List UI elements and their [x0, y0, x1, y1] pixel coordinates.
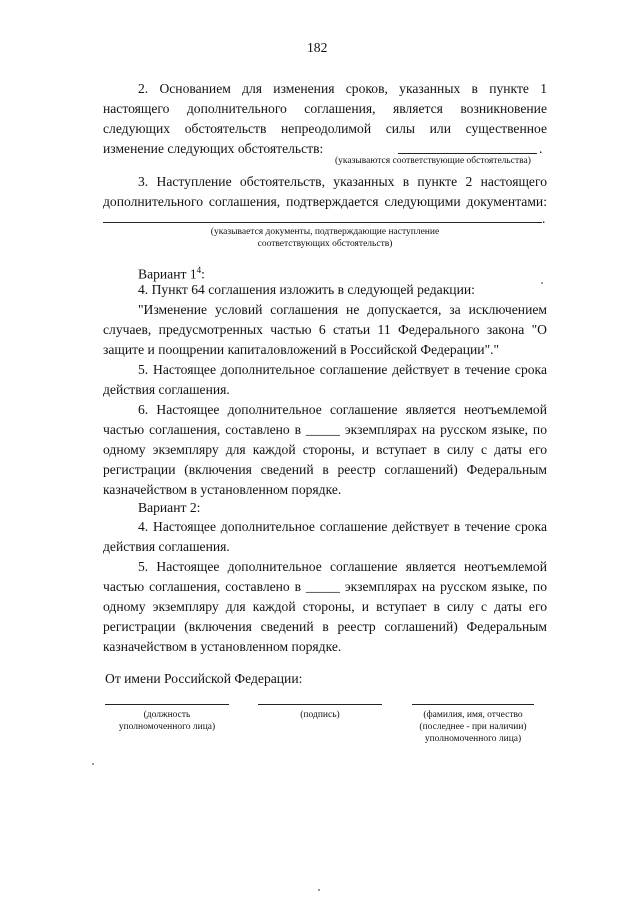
scan-speck	[541, 282, 543, 284]
clause2-line4: изменение следующих обстоятельств:	[103, 141, 324, 156]
scan-speck	[318, 889, 320, 891]
signature-caption: (подпись)	[300, 710, 340, 720]
position-caption-1: (должность	[143, 710, 191, 720]
variant1-item4: 4. Пункт 64 соглашения изложить в следующей редакции:	[138, 282, 475, 297]
variant2-body	[103, 517, 547, 657]
clause3-note-line2: соответствующих обстоятельств)	[257, 239, 393, 249]
variant2-item4: 4. Настоящее дополнительное соглашение действует в течение срока действия соглашения.	[103, 519, 547, 554]
clause3-line1: 3. Наступление обстоятельств, указанных в пункте 2 настоящего	[138, 174, 547, 189]
variant1-quote: "Изменение условий соглашения не допускается, за исключением случаев, предусмотренных частью 6 статьи 11 Федерального закона "О защите и поощрении капиталовложений в Российской Федерации"."	[103, 302, 547, 357]
signature-heading: От имени Российской Федерации:	[105, 671, 303, 686]
name-caption-3: уполномоченного лица)	[424, 734, 522, 744]
variant1-footnote-mark: 4	[196, 265, 202, 275]
clause3-line2: дополнительного соглашения, подтверждается следующими документами:	[103, 194, 547, 209]
clause3-line3-end: .	[542, 211, 546, 226]
position-line	[105, 704, 229, 705]
clause2-fill-line	[398, 153, 537, 154]
clause2-line2: настоящего дополнительного соглашения, является возникновение	[103, 101, 547, 116]
signature-line	[258, 704, 382, 705]
variant1-title-text: Вариант 1	[138, 266, 197, 282]
name-caption-1: (фамилия, имя, отчество	[423, 710, 523, 720]
clause2-note: (указываются соответствующие обстоятельства)	[335, 156, 531, 166]
variant1-item6: 6. Настоящее дополнительное соглашение является неотъемлемой частью соглашения, составлено в _____ экземплярах на русском языке, по одному экземпляру для каждой стороны, и вступает в силу с даты его регистрации (включения сведений в реестр соглашений) Федеральным казначейством в установленном порядке.	[103, 402, 547, 497]
clause2-line4-end: .	[539, 141, 543, 156]
clause3-fill-line	[103, 222, 542, 223]
page-number: 182	[307, 40, 328, 55]
name-line	[412, 704, 534, 705]
scan-speck	[92, 763, 94, 765]
variant1-item5: 5. Настоящее дополнительное соглашение действует в течение срока действия соглашения.	[103, 362, 547, 397]
variant1-body	[103, 280, 547, 500]
position-caption-2: уполномоченного лица)	[118, 722, 216, 732]
clause2-line1: 2. Основанием для изменения сроков, указанных в пункте 1	[138, 81, 547, 96]
clause2-line3: следующих обстоятельств непреодолимой силы или существенное	[103, 121, 547, 136]
variant2-item5: 5. Настоящее дополнительное соглашение является неотъемлемой частью соглашения, составлено в _____ экземплярах на русском языке, по одному экземпляру для каждой стороны, и вступает в силу с даты его регистрации (включения сведений в реестр соглашений) Федеральным казначейством в установленном порядке.	[103, 559, 547, 654]
variant1-title-colon: :	[201, 266, 205, 282]
name-caption-2: (последнее - при наличии)	[419, 722, 527, 732]
variant2-title: Вариант 2:	[138, 500, 201, 515]
clause3-note-line1: (указывается документы, подтверждающие наступление	[210, 227, 440, 237]
